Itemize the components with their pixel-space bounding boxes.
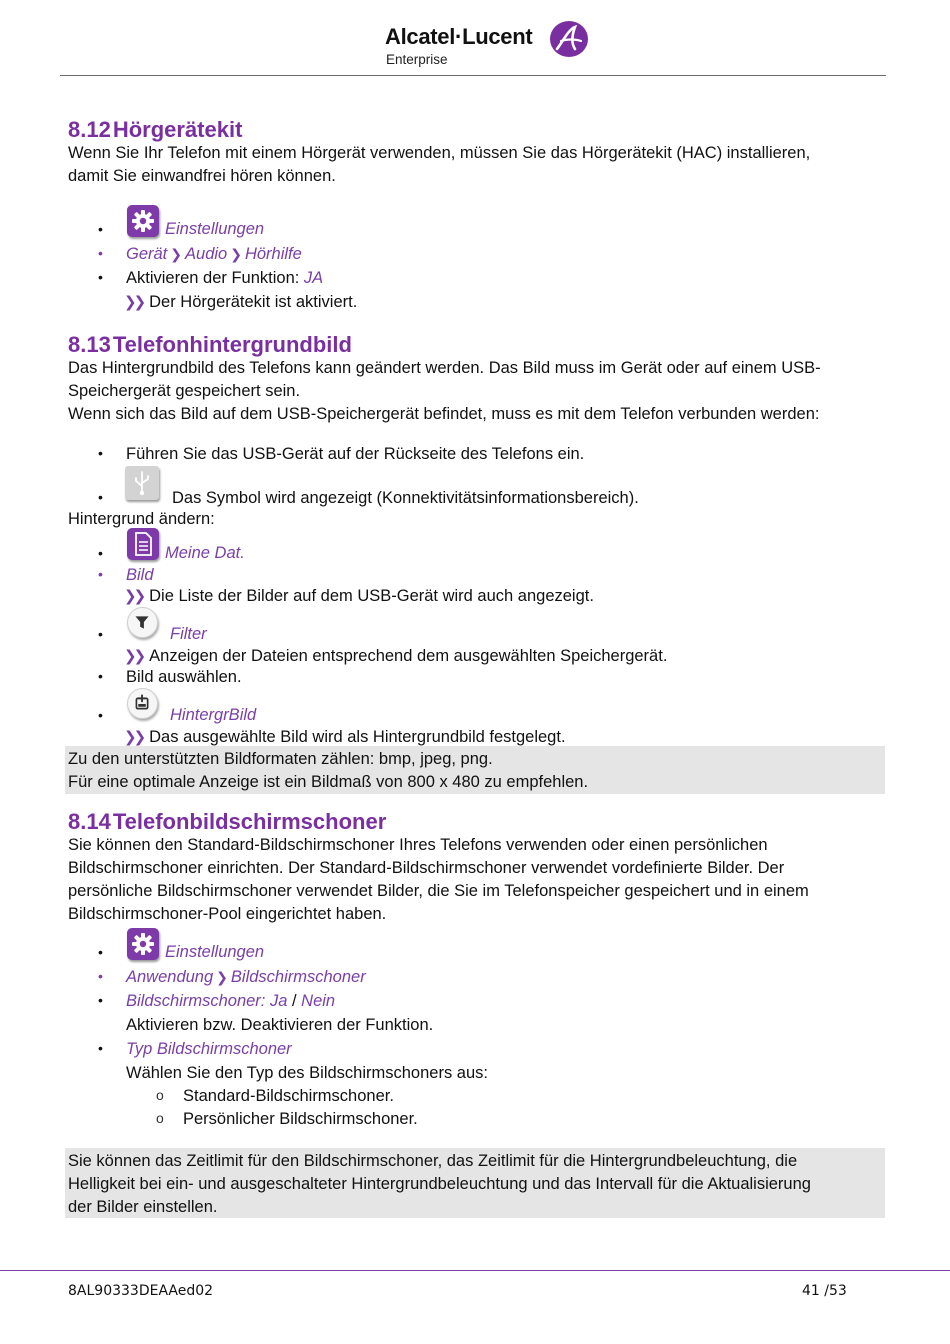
alcatel-lucent-logo-icon bbox=[545, 19, 589, 59]
bullet: • bbox=[98, 707, 103, 723]
paragraph: Wenn sich das Bild auf dem USB-Speichergerät befindet, muss es mit dem Telefon verbunden werden: bbox=[68, 405, 820, 423]
circle-bullet: o bbox=[156, 1110, 164, 1126]
section-heading-8-13: 8.13Telefonhintergrundbild bbox=[68, 332, 352, 357]
bullet: • bbox=[98, 1040, 103, 1056]
option-screensaver-toggle: Bildschirmschoner: Ja / Nein bbox=[126, 992, 336, 1010]
description: Aktivieren bzw. Deaktivieren der Funktion. bbox=[126, 1016, 434, 1034]
bullet: • bbox=[98, 626, 103, 642]
description: Wählen Sie den Typ des Bildschirmschoners aus: bbox=[126, 1064, 488, 1082]
paragraph: persönliche Bildschirmschoner verwendet Bilder, die Sie im Telefonspeicher gespeichert und in einem bbox=[68, 882, 809, 900]
instruction: Das Symbol wird angezeigt (Konnektivitätsinformationsbereich). bbox=[172, 489, 639, 507]
bullet: • bbox=[98, 221, 103, 237]
result-line: ❯❯ Die Liste der Bilder auf dem USB-Gerät wird auch angezeigt. bbox=[124, 587, 594, 605]
section-heading-8-12: 8.12Hörgerätekit bbox=[68, 117, 243, 142]
note-line: Sie können das Zeitlimit für den Bildschirmschoner, das Zeitlimit für die Hintergrundbeleuchtung, die bbox=[68, 1152, 798, 1170]
paragraph: Sie können den Standard-Bildschirmschoner Ihres Telefons verwenden oder einen persönlichen bbox=[68, 836, 768, 854]
menu-path-settings: Einstellungen bbox=[165, 943, 265, 961]
option-screensaver-type: Typ Bildschirmschoner bbox=[126, 1040, 292, 1058]
brand-subtitle: Enterprise bbox=[386, 52, 448, 67]
paragraph: Hintergrund ändern: bbox=[68, 510, 215, 528]
menu-path-settings: Einstellungen bbox=[165, 220, 265, 238]
bullet: • bbox=[98, 566, 103, 582]
gear-icon bbox=[127, 205, 159, 237]
circle-bullet: o bbox=[156, 1087, 164, 1103]
instruction: Führen Sie das USB-Gerät auf der Rückseite des Telefons ein. bbox=[126, 445, 585, 463]
note-box-screensaver bbox=[65, 1148, 885, 1218]
result-line: ❯❯ Der Hörgerätekit ist aktiviert. bbox=[124, 293, 358, 311]
gear-icon bbox=[127, 928, 159, 960]
bullet: • bbox=[98, 489, 103, 505]
bullet: • bbox=[98, 968, 103, 984]
menu-path-my-files: Meine Dat. bbox=[165, 544, 245, 562]
note-line: Helligkeit bei ein- und ausgeschalteter Hintergrundbeleuchtung und das Intervall für die Aktualisierung bbox=[68, 1175, 811, 1193]
list-item: Standard-Bildschirmschoner. bbox=[183, 1087, 394, 1105]
header-divider bbox=[60, 75, 886, 76]
footer-divider bbox=[0, 1270, 950, 1271]
menu-path-audio: Gerät ❯ Audio ❯ Hörhilfe bbox=[126, 245, 302, 263]
menu-path-wallpaper: HintergrBild bbox=[170, 706, 257, 724]
paragraph: Das Hintergrundbild des Telefons kann geändert werden. Das Bild muss im Gerät oder auf einem USB- bbox=[68, 359, 821, 377]
section-heading-8-14: 8.14Telefonbildschirmschoner bbox=[68, 809, 387, 834]
page-header bbox=[0, 0, 950, 78]
bullet: • bbox=[98, 944, 103, 960]
document-icon bbox=[127, 528, 159, 560]
note-line: Zu den unterstützten Bildformaten zählen: bmp, jpeg, png. bbox=[68, 750, 493, 768]
bullet: • bbox=[98, 245, 103, 261]
menu-path-screensaver: Anwendung ❯ Bildschirmschoner bbox=[126, 968, 366, 986]
bullet: • bbox=[98, 668, 103, 684]
result-line: ❯❯ Anzeigen der Dateien entsprechend dem ausgewählten Speichergerät. bbox=[124, 647, 668, 665]
page-number: 41 /53 bbox=[802, 1283, 847, 1299]
note-line: der Bilder einstellen. bbox=[68, 1198, 218, 1216]
paragraph: Bildschirmschoner-Pool eingerichtet haben. bbox=[68, 905, 387, 923]
paragraph: Wenn Sie Ihr Telefon mit einem Hörgerät verwenden, müssen Sie das Hörgerätekit (HAC) installieren, bbox=[68, 144, 811, 162]
wallpaper-icon bbox=[127, 688, 158, 719]
document-id: 8AL90333DEAAed02 bbox=[68, 1283, 214, 1299]
menu-path-image: Bild bbox=[126, 566, 154, 584]
bullet: • bbox=[98, 992, 103, 1008]
bullet: • bbox=[98, 545, 103, 561]
instruction: Bild auswählen. bbox=[126, 668, 242, 686]
list-item: Persönlicher Bildschirmschoner. bbox=[183, 1110, 418, 1128]
filter-icon bbox=[127, 607, 158, 638]
paragraph: damit Sie einwandfrei hören können. bbox=[68, 167, 336, 185]
note-line: Für eine optimale Anzeige ist ein Bildmaß von 800 x 480 zu empfehlen. bbox=[68, 773, 589, 791]
paragraph: Bildschirmschoner einrichten. Der Standard-Bildschirmschoner verwendet vordefinierte Bilder. Der bbox=[68, 859, 785, 877]
bullet: • bbox=[98, 269, 103, 285]
instruction: Aktivieren der Funktion: JA bbox=[126, 269, 324, 287]
menu-path-filter: Filter bbox=[170, 625, 207, 643]
note-box-image-formats bbox=[65, 746, 885, 794]
paragraph: Speichergerät gespeichert sein. bbox=[68, 382, 301, 400]
bullet: • bbox=[98, 445, 103, 461]
usb-icon bbox=[125, 466, 159, 500]
result-line: ❯❯ Das ausgewählte Bild wird als Hintergrundbild festgelegt. bbox=[124, 728, 566, 746]
brand-name: Alcatel·Lucent bbox=[385, 24, 533, 49]
